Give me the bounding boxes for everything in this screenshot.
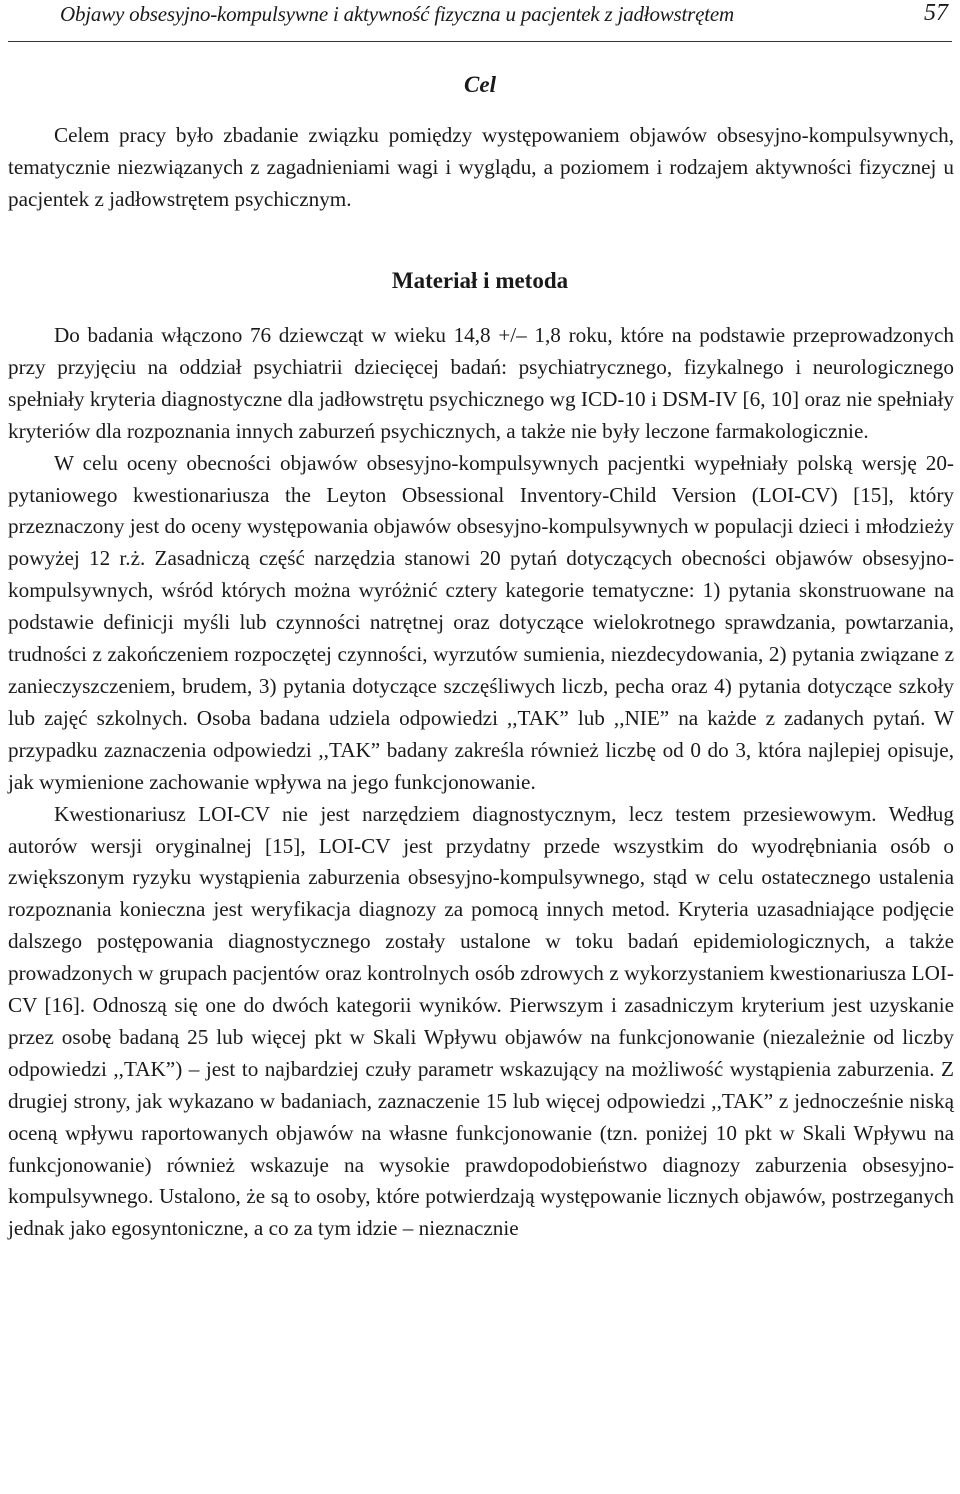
section-body-material-i-metoda <box>8 320 954 1245</box>
running-header <box>8 0 952 42</box>
section-body-cel <box>8 120 954 216</box>
running-header-title: Objawy obsesyjno-kompulsywne i aktywność fizyczna u pacjentek z jadłowstrętem <box>60 2 734 26</box>
page-number: 57 <box>924 0 948 26</box>
paragraph: W celu oceny obecności objawów obsesyjno-kompulsywnych pacjentki wypełniały polską wersję 20-pytaniowego kwestionariusza the Leyton Obsessional Inventory-Child Version (LOI-CV) [15], który przeznaczony jest do oceny występowania objawów obsesyjno-kompulsywnych w populacji dzieci i młodzieży powyżej 12 r.ż. Zasadniczą część narzędzia stanowi 20 pytań dotyczących obecności objawów obsesyjno-kompulsywnych, wśród których można wyróżnić cztery kategorie tematyczne: 1) pytania skonstruowane na podstawie definicji myśli lub czynności natrętnej oraz dotyczące wielokrotnego sprawdzania, powtarzania, trudności z zakończeniem rozpoczętej czynności, wyrzutów sumienia, niezdecydowania, 2) pytania związane z zanieczyszczeniem, brudem, 3) pytania dotyczące szczęśliwych liczb, pecha oraz 4) pytania dotyczące szkoły lub zajęć szkolnych. Osoba badana udziela odpowiedzi ,,TAK” lub ,,NIE” na każde z zadanych pytań. W przypadku zaznaczenia odpowiedzi ,,TAK” badany zakreśla również liczbę od 0 do 3, która najlepiej opisuje, jak wymienione zachowanie wpływa na jego funkcjonowanie. <box>8 450 954 794</box>
paragraph: Do badania włączono 76 dziewcząt w wieku 14,8 +/– 1,8 roku, które na podstawie przeprowadzonych przy przyjęciu na oddział psychiatrii dziecięcej badań: psychiatrycznego, fizykalnego i neurologicznego spełniały kryteria diagnostyczne dla jadłowstrętu psychicznego wg ICD-10 i DSM-IV [6, 10] oraz nie spełniały kryteriów dla rozpoznania innych zaburzeń psychicznych, a także nie były leczone farmakologicznie. <box>8 323 954 443</box>
paragraph: Celem pracy było zbadanie związku pomiędzy występowaniem objawów obsesyjno-kompulsywnych, tematycznie niezwiązanych z zagadnieniami wagi i wyglądu, a poziomem i rodzajem aktywności fizycznej u pacjentek z jadłowstrętem psychicznym. <box>8 123 954 211</box>
section-heading-cel: Cel <box>464 72 496 97</box>
paragraph: Kwestionariusz LOI-CV nie jest narzędziem diagnostycznym, lecz testem przesiewowym. Według autorów wersji oryginalnej [15], LOI-CV jest przydatny przede wszystkim do wyodrębniania osób o zwiększonym ryzyku wystąpienia zaburzenia obsesyjno-kompulsywnego, stąd w celu ostatecznego ustalenia rozpoznania konieczna jest weryfikacja diagnozy za pomocą innych metod. Kryteria uzasadniające podjęcie dalszego postępowania diagnostycznego zostały ustalone w toku badań epidemiologicznych, a także prowadzonych w grupach pacjentów oraz kontrolnych osób zdrowych z wykorzystaniem kwestionariusza LOI-CV [16]. Odnoszą się one do dwóch kategorii wyników. Pierwszym i zasadniczym kryterium jest uzyskanie przez osobę badaną 25 lub więcej pkt w Skali Wpływu objawów na funkcjonowanie (niezależnie od liczby odpowiedzi ,,TAK”) – jest to najbardziej czuły parametr wskazujący na możliwość wystąpienia zaburzenia. Z drugiej strony, jak wykazano w badaniach, zaznaczenie 15 lub więcej odpowiedzi ,,TAK” z jednocześnie niską oceną wpływu raportowanych objawów na własne funkcjonowanie (tzn. poniżej 10 pkt w Skali Wpływu na funkcjonowanie) również wskazuje na wysokie prawdopodobieństwo diagnozy zaburzenia obsesyjno-kompulsywnego. Ustalono, że są to osoby, które potwierdzają występowanie licznych objawów, postrzeganych jednak jako egosyntoniczne, a co za tym idzie – nieznacznie <box>8 801 954 1241</box>
section-heading-material-i-metoda: Materiał i metoda <box>391 268 569 293</box>
